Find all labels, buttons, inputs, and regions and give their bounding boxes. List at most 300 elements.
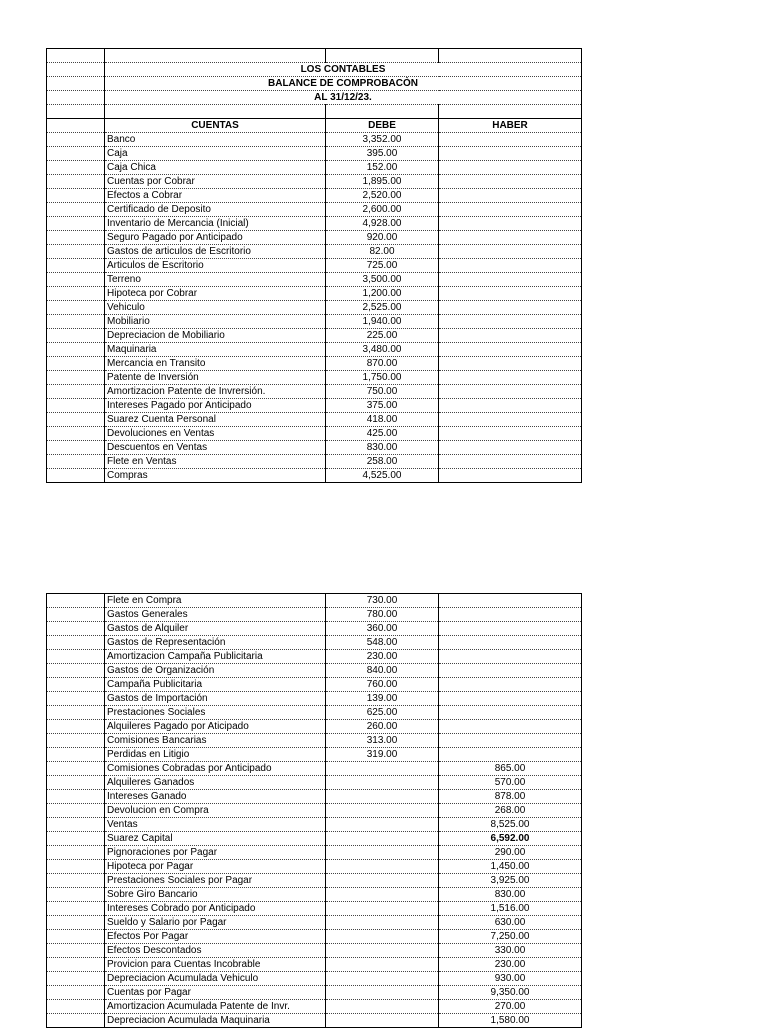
credit-value: 268.00 bbox=[439, 804, 582, 818]
debit-value bbox=[326, 944, 439, 958]
empty-cell bbox=[47, 678, 105, 692]
debit-value: 425.00 bbox=[326, 427, 439, 441]
empty-cell bbox=[47, 385, 105, 399]
empty-cell bbox=[47, 1014, 105, 1028]
account-name: Flete en Compra bbox=[105, 594, 326, 608]
table-row bbox=[47, 748, 582, 762]
account-name: Amortizacion Campaña Publicitaria bbox=[105, 650, 326, 664]
debit-value: 82.00 bbox=[326, 245, 439, 259]
credit-value bbox=[439, 441, 582, 455]
account-name: Ventas bbox=[105, 818, 326, 832]
credit-value: 878.00 bbox=[439, 790, 582, 804]
credit-value bbox=[439, 664, 582, 678]
empty-cell bbox=[47, 427, 105, 441]
credit-value bbox=[439, 245, 582, 259]
debit-value bbox=[326, 986, 439, 1000]
table-row bbox=[47, 622, 582, 636]
debit-value bbox=[326, 776, 439, 790]
empty-cell bbox=[47, 357, 105, 371]
credit-value bbox=[439, 748, 582, 762]
credit-value bbox=[439, 455, 582, 469]
empty-cell bbox=[47, 413, 105, 427]
empty-cell bbox=[47, 622, 105, 636]
empty-cell bbox=[47, 217, 105, 231]
account-name: Gastos de Organización bbox=[105, 664, 326, 678]
account-name: Articulos de Escritorio bbox=[105, 259, 326, 273]
table-row bbox=[47, 399, 582, 413]
table-row bbox=[47, 958, 582, 972]
account-name: Gastos de Representación bbox=[105, 636, 326, 650]
report-title: BALANCE DE COMPROBACÒN bbox=[105, 77, 582, 91]
account-name: Gastos de Importación bbox=[105, 692, 326, 706]
debit-value: 139.00 bbox=[326, 692, 439, 706]
table-row bbox=[47, 189, 582, 203]
account-name: Terreno bbox=[105, 273, 326, 287]
debit-value: 4,928.00 bbox=[326, 217, 439, 231]
credit-value bbox=[439, 706, 582, 720]
empty-cell bbox=[47, 119, 105, 133]
empty-cell bbox=[47, 175, 105, 189]
credit-value bbox=[439, 301, 582, 315]
empty-cell bbox=[47, 958, 105, 972]
debit-value: 1,200.00 bbox=[326, 287, 439, 301]
empty-cell bbox=[47, 874, 105, 888]
credit-value: 930.00 bbox=[439, 972, 582, 986]
debit-value: 840.00 bbox=[326, 664, 439, 678]
debit-value: 625.00 bbox=[326, 706, 439, 720]
empty-cell bbox=[47, 804, 105, 818]
credit-value: 330.00 bbox=[439, 944, 582, 958]
empty-cell bbox=[47, 203, 105, 217]
debit-value: 1,940.00 bbox=[326, 315, 439, 329]
account-name: Alquileres Pagado por Aticipado bbox=[105, 720, 326, 734]
debit-value: 830.00 bbox=[326, 441, 439, 455]
credit-value bbox=[439, 287, 582, 301]
credit-value: 9,350.00 bbox=[439, 986, 582, 1000]
column-header-credit: HABER bbox=[439, 119, 582, 133]
table-row bbox=[47, 930, 582, 944]
credit-value: 6,592.00 bbox=[439, 832, 582, 846]
debit-value: 418.00 bbox=[326, 413, 439, 427]
debit-value: 230.00 bbox=[326, 650, 439, 664]
empty-cell bbox=[105, 49, 326, 63]
table-row bbox=[47, 804, 582, 818]
credit-value bbox=[439, 469, 582, 483]
credit-value bbox=[439, 147, 582, 161]
empty-cell bbox=[47, 371, 105, 385]
account-name: Seguro Pagado por Anticipado bbox=[105, 231, 326, 245]
empty-cell bbox=[47, 77, 105, 91]
empty-cell bbox=[47, 664, 105, 678]
table-row bbox=[47, 720, 582, 734]
empty-cell bbox=[47, 818, 105, 832]
table-row bbox=[47, 385, 582, 399]
empty-cell bbox=[47, 469, 105, 483]
table-row bbox=[47, 986, 582, 1000]
empty-cell bbox=[47, 441, 105, 455]
table-row bbox=[47, 594, 582, 608]
table-row bbox=[47, 692, 582, 706]
credit-value bbox=[439, 259, 582, 273]
table-row bbox=[47, 706, 582, 720]
empty-cell bbox=[47, 49, 105, 63]
credit-value: 865.00 bbox=[439, 762, 582, 776]
account-name: Vehiculo bbox=[105, 301, 326, 315]
credit-value bbox=[439, 608, 582, 622]
account-name: Maquinaria bbox=[105, 343, 326, 357]
account-name: Descuentos en Ventas bbox=[105, 441, 326, 455]
account-name: Cuentas por Cobrar bbox=[105, 175, 326, 189]
table-row bbox=[47, 203, 582, 217]
account-name: Intereses Ganado bbox=[105, 790, 326, 804]
account-name: Devolucion en Compra bbox=[105, 804, 326, 818]
table-row bbox=[47, 371, 582, 385]
debit-value: 3,500.00 bbox=[326, 273, 439, 287]
credit-value bbox=[439, 678, 582, 692]
credit-value bbox=[439, 203, 582, 217]
empty-cell bbox=[47, 734, 105, 748]
debit-value: 1,895.00 bbox=[326, 175, 439, 189]
account-name: Efectos a Cobrar bbox=[105, 189, 326, 203]
empty-cell bbox=[47, 594, 105, 608]
account-name: Gastos Generales bbox=[105, 608, 326, 622]
credit-value bbox=[439, 650, 582, 664]
debit-value: 2,600.00 bbox=[326, 203, 439, 217]
table-row bbox=[47, 217, 582, 231]
account-name: Caja bbox=[105, 147, 326, 161]
empty-cell bbox=[47, 1000, 105, 1014]
debit-value bbox=[326, 1014, 439, 1028]
debit-value bbox=[326, 1000, 439, 1014]
table-row bbox=[47, 329, 582, 343]
table-row bbox=[47, 343, 582, 357]
debit-value bbox=[326, 888, 439, 902]
account-name: Devoluciones en Ventas bbox=[105, 427, 326, 441]
account-name: Prestaciones Sociales bbox=[105, 706, 326, 720]
debit-value: 3,480.00 bbox=[326, 343, 439, 357]
table-row bbox=[47, 259, 582, 273]
debit-value bbox=[326, 874, 439, 888]
credit-value bbox=[439, 231, 582, 245]
empty-cell bbox=[326, 49, 439, 63]
debit-value bbox=[326, 762, 439, 776]
empty-cell bbox=[47, 329, 105, 343]
credit-value: 290.00 bbox=[439, 846, 582, 860]
credit-value bbox=[439, 622, 582, 636]
credit-value bbox=[439, 343, 582, 357]
debit-value bbox=[326, 832, 439, 846]
account-name: Inventario de Mercancia (Inicial) bbox=[105, 217, 326, 231]
table-row bbox=[47, 678, 582, 692]
debit-value: 395.00 bbox=[326, 147, 439, 161]
account-name: Certificado de Deposito bbox=[105, 203, 326, 217]
empty-cell bbox=[47, 692, 105, 706]
empty-cell bbox=[47, 455, 105, 469]
credit-value bbox=[439, 371, 582, 385]
account-name: Prestaciones Sociales por Pagar bbox=[105, 874, 326, 888]
empty-cell bbox=[47, 650, 105, 664]
credit-value: 3,925.00 bbox=[439, 874, 582, 888]
empty-cell bbox=[47, 399, 105, 413]
debit-value bbox=[326, 790, 439, 804]
debit-value bbox=[326, 860, 439, 874]
credit-value: 630.00 bbox=[439, 916, 582, 930]
account-name: Comisiones Bancarias bbox=[105, 734, 326, 748]
account-name: Mobiliario bbox=[105, 315, 326, 329]
report-date: AL 31/12/23. bbox=[105, 91, 582, 105]
account-name: Intereses Cobrado por Anticipado bbox=[105, 902, 326, 916]
empty-cell bbox=[439, 105, 582, 119]
table-row bbox=[47, 944, 582, 958]
empty-cell bbox=[105, 105, 326, 119]
credit-value bbox=[439, 329, 582, 343]
empty-cell bbox=[47, 259, 105, 273]
credit-value bbox=[439, 413, 582, 427]
debit-value bbox=[326, 958, 439, 972]
empty-cell bbox=[47, 790, 105, 804]
credit-value bbox=[439, 189, 582, 203]
empty-cell bbox=[47, 608, 105, 622]
credit-value bbox=[439, 385, 582, 399]
table-row bbox=[47, 231, 582, 245]
empty-cell bbox=[47, 343, 105, 357]
debit-value: 1,750.00 bbox=[326, 371, 439, 385]
credit-value bbox=[439, 175, 582, 189]
empty-cell bbox=[47, 916, 105, 930]
empty-cell bbox=[47, 231, 105, 245]
credit-value: 1,450.00 bbox=[439, 860, 582, 874]
table-row bbox=[47, 636, 582, 650]
empty-cell bbox=[47, 245, 105, 259]
credit-value bbox=[439, 636, 582, 650]
credit-value bbox=[439, 734, 582, 748]
credit-value bbox=[439, 161, 582, 175]
table-row bbox=[47, 790, 582, 804]
debit-value bbox=[326, 804, 439, 818]
table-row bbox=[47, 888, 582, 902]
debit-value: 2,525.00 bbox=[326, 301, 439, 315]
empty-cell bbox=[47, 748, 105, 762]
debit-value: 313.00 bbox=[326, 734, 439, 748]
debit-value: 258.00 bbox=[326, 455, 439, 469]
account-name: Depreciacion de Mobiliario bbox=[105, 329, 326, 343]
account-name: Pignoraciones por Pagar bbox=[105, 846, 326, 860]
account-name: Intereses Pagado por Anticipado bbox=[105, 399, 326, 413]
debit-value: 725.00 bbox=[326, 259, 439, 273]
debit-value: 870.00 bbox=[326, 357, 439, 371]
empty-cell bbox=[47, 315, 105, 329]
credit-value: 830.00 bbox=[439, 888, 582, 902]
table-row bbox=[47, 860, 582, 874]
account-name: Hipoteca por Pagar bbox=[105, 860, 326, 874]
table-row bbox=[47, 413, 582, 427]
column-header-debit: DEBE bbox=[326, 119, 439, 133]
empty-cell bbox=[47, 846, 105, 860]
credit-value: 570.00 bbox=[439, 776, 582, 790]
table-row bbox=[47, 273, 582, 287]
table-row bbox=[47, 776, 582, 790]
credit-value bbox=[439, 217, 582, 231]
table-row bbox=[47, 972, 582, 986]
debit-value: 375.00 bbox=[326, 399, 439, 413]
debit-value bbox=[326, 846, 439, 860]
empty-cell bbox=[47, 972, 105, 986]
table-row bbox=[47, 469, 582, 483]
table-row bbox=[47, 133, 582, 147]
account-name: Sueldo y Salario por Pagar bbox=[105, 916, 326, 930]
empty-cell bbox=[47, 930, 105, 944]
debit-value: 225.00 bbox=[326, 329, 439, 343]
credit-value: 7,250.00 bbox=[439, 930, 582, 944]
credit-value bbox=[439, 692, 582, 706]
debit-value bbox=[326, 916, 439, 930]
credit-value bbox=[439, 133, 582, 147]
table-row bbox=[47, 846, 582, 860]
account-name: Suarez Capital bbox=[105, 832, 326, 846]
account-name: Amortizacion Patente de Invrersión. bbox=[105, 385, 326, 399]
debit-value: 730.00 bbox=[326, 594, 439, 608]
empty-cell bbox=[439, 49, 582, 63]
empty-cell bbox=[47, 762, 105, 776]
debit-value: 750.00 bbox=[326, 385, 439, 399]
table-row bbox=[47, 245, 582, 259]
account-name: Provicion para Cuentas Incobrable bbox=[105, 958, 326, 972]
column-header-account: CUENTAS bbox=[105, 119, 326, 133]
table-row bbox=[47, 916, 582, 930]
debit-value: 360.00 bbox=[326, 622, 439, 636]
company-name: LOS CONTABLES bbox=[105, 63, 582, 77]
credit-value bbox=[439, 720, 582, 734]
empty-cell bbox=[47, 91, 105, 105]
table-row bbox=[47, 427, 582, 441]
account-name: Efectos Por Pagar bbox=[105, 930, 326, 944]
account-name: Banco bbox=[105, 133, 326, 147]
credit-value bbox=[439, 399, 582, 413]
debit-value: 260.00 bbox=[326, 720, 439, 734]
account-name: Perdidas en Litigio bbox=[105, 748, 326, 762]
empty-cell bbox=[47, 720, 105, 734]
table-row bbox=[47, 1000, 582, 1014]
debit-value: 2,520.00 bbox=[326, 189, 439, 203]
empty-cell bbox=[47, 986, 105, 1000]
account-name: Campaña Publicitaria bbox=[105, 678, 326, 692]
table-row bbox=[47, 287, 582, 301]
table-row bbox=[47, 161, 582, 175]
empty-cell bbox=[47, 902, 105, 916]
table-row bbox=[47, 315, 582, 329]
empty-cell bbox=[47, 944, 105, 958]
credit-value bbox=[439, 315, 582, 329]
table-row bbox=[47, 818, 582, 832]
account-name: Patente de Inversión bbox=[105, 371, 326, 385]
table-row bbox=[47, 664, 582, 678]
credit-value: 1,516.00 bbox=[439, 902, 582, 916]
account-name: Flete en Ventas bbox=[105, 455, 326, 469]
account-name: Alquileres Ganados bbox=[105, 776, 326, 790]
table-row bbox=[47, 650, 582, 664]
empty-cell bbox=[47, 63, 105, 77]
table-row bbox=[47, 357, 582, 371]
credit-value bbox=[439, 594, 582, 608]
empty-cell bbox=[47, 287, 105, 301]
account-name: Sobre Giro Bancario bbox=[105, 888, 326, 902]
account-name: Gastos de Alquiler bbox=[105, 622, 326, 636]
account-name: Caja Chica bbox=[105, 161, 326, 175]
account-name: Hipoteca por Cobrar bbox=[105, 287, 326, 301]
empty-cell bbox=[47, 860, 105, 874]
table-row bbox=[47, 441, 582, 455]
empty-cell bbox=[47, 301, 105, 315]
debit-value: 152.00 bbox=[326, 161, 439, 175]
table-row bbox=[47, 455, 582, 469]
empty-cell bbox=[47, 273, 105, 287]
debit-value: 4,525.00 bbox=[326, 469, 439, 483]
debit-value: 920.00 bbox=[326, 231, 439, 245]
account-name: Amortizacion Acumulada Patente de Invr. bbox=[105, 1000, 326, 1014]
empty-cell bbox=[47, 706, 105, 720]
account-name: Efectos Descontados bbox=[105, 944, 326, 958]
table-row bbox=[47, 902, 582, 916]
account-name: Comisiones Cobradas por Anticipado bbox=[105, 762, 326, 776]
credit-value: 270.00 bbox=[439, 1000, 582, 1014]
debit-value: 548.00 bbox=[326, 636, 439, 650]
debit-value bbox=[326, 818, 439, 832]
empty-cell bbox=[47, 147, 105, 161]
table-row bbox=[47, 832, 582, 846]
empty-cell bbox=[47, 636, 105, 650]
debit-value bbox=[326, 972, 439, 986]
empty-cell bbox=[47, 189, 105, 203]
trial-balance-table-page-1 bbox=[46, 48, 582, 483]
table-row bbox=[47, 301, 582, 315]
account-name: Cuentas por Pagar bbox=[105, 986, 326, 1000]
debit-value: 319.00 bbox=[326, 748, 439, 762]
account-name: Compras bbox=[105, 469, 326, 483]
debit-value: 760.00 bbox=[326, 678, 439, 692]
table-row bbox=[47, 762, 582, 776]
empty-cell bbox=[47, 161, 105, 175]
trial-balance-table-page-2 bbox=[46, 593, 582, 1028]
table-row bbox=[47, 147, 582, 161]
empty-cell bbox=[47, 133, 105, 147]
credit-value: 230.00 bbox=[439, 958, 582, 972]
credit-value: 8,525.00 bbox=[439, 818, 582, 832]
credit-value: 1,580.00 bbox=[439, 1014, 582, 1028]
empty-cell bbox=[47, 105, 105, 119]
table-row bbox=[47, 734, 582, 748]
table-row bbox=[47, 1014, 582, 1028]
empty-cell bbox=[326, 105, 439, 119]
debit-value bbox=[326, 930, 439, 944]
empty-cell bbox=[47, 832, 105, 846]
account-name: Gastos de articulos de Escritorio bbox=[105, 245, 326, 259]
table-row bbox=[47, 608, 582, 622]
table-row bbox=[47, 175, 582, 189]
credit-value bbox=[439, 357, 582, 371]
debit-value bbox=[326, 902, 439, 916]
empty-cell bbox=[47, 888, 105, 902]
credit-value bbox=[439, 273, 582, 287]
account-name: Mercancia en Transito bbox=[105, 357, 326, 371]
table-row bbox=[47, 874, 582, 888]
debit-value: 3,352.00 bbox=[326, 133, 439, 147]
debit-value: 780.00 bbox=[326, 608, 439, 622]
credit-value bbox=[439, 427, 582, 441]
account-name: Suarez Cuenta Personal bbox=[105, 413, 326, 427]
empty-cell bbox=[47, 776, 105, 790]
account-name: Depreciacion Acumulada Vehiculo bbox=[105, 972, 326, 986]
account-name: Depreciacion Acumulada Maquinaria bbox=[105, 1014, 326, 1028]
